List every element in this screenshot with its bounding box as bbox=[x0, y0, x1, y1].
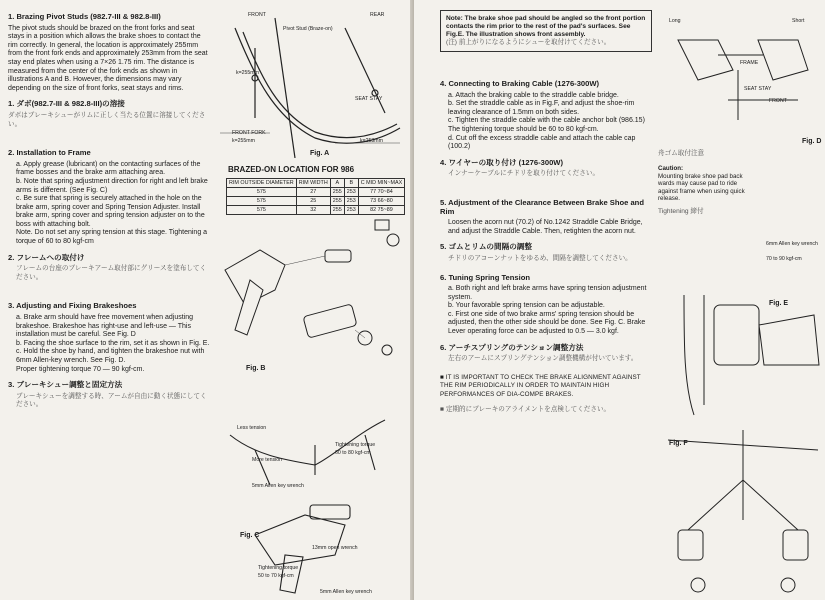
pad-caution-text: Mounting brake shoe pad back wards may cause pad to ride against frame when using quick release. bbox=[658, 172, 745, 203]
section-3-heading: 3. Adjusting and Fixing Brakeshoes bbox=[8, 301, 137, 311]
fig-c-less-tension: Less tension bbox=[237, 425, 267, 431]
section-5-jp-text: チドリのアコーンナットをゆるめ、間隔を調整してください。 bbox=[448, 254, 632, 262]
section-4-item-a: a. Attach the braking cable to the straddle cable bridge. bbox=[448, 91, 619, 99]
section-6-item-b: b. Your favorable spring tension can be adjustable. bbox=[448, 302, 605, 310]
section-6-jp-text: 左右のアームにスプリングテンション調整機構が付いています。 bbox=[448, 355, 638, 363]
brazed-on-title: BRAZED-ON LOCATION FOR 986 bbox=[228, 165, 355, 174]
table-row: 575 25 255 253 73 66~80 bbox=[227, 197, 405, 206]
pad-tightening-label: Tightening 締付 bbox=[658, 208, 704, 216]
fig-e-torque: 70 to 90 kgf-cm bbox=[766, 256, 802, 262]
fig-e-drawing bbox=[674, 255, 824, 425]
section-4-item-c: c. Tighten the straddle cable with the cable anchor bolt (986.15) The tightening torque should be 60 to 80 kgf-cm. bbox=[448, 117, 645, 133]
col-rim-width: RIM WIDTH bbox=[296, 179, 330, 188]
col-c: C MID MIN~MAX bbox=[358, 179, 404, 188]
section-6-jp-heading: 6. アーチスプリングのテンション調整方法 bbox=[440, 342, 584, 352]
note-box bbox=[440, 10, 652, 52]
fig-c-torque2-val: 50 to 70 kgf-cm bbox=[258, 573, 294, 579]
important-note-jp: ■ 定期的にブレーキのアライメントを点検してください。 bbox=[440, 405, 611, 413]
col-b: B bbox=[344, 179, 358, 188]
fig-a-label-k255: k=255mm bbox=[232, 138, 255, 144]
fig-c-caption: Fig. C bbox=[240, 532, 260, 539]
fig-c-5mm: 5mm Allen key wrench bbox=[320, 589, 372, 595]
fig-c-more-tension: More tension bbox=[252, 457, 282, 463]
section-4-item-d: d. Cut off the excess straddle cable and attach the cable cap (100.2) bbox=[448, 134, 636, 151]
section-2-item-c: c. Be sure that spring is securely attached in the hole on the brake arm, spring cover and Spring Tension Adjuster. Install brake arm, spring cover and spring tension adjuster on to the boss with attaching bolt. bbox=[16, 195, 205, 228]
section-5-heading: 5. Adjustment of the Clearance Between Brake Shoe and Rim bbox=[440, 197, 644, 216]
section-4-heading: 4. Connecting to Braking Cable (1276-300W) bbox=[440, 79, 600, 88]
fig-e-caption: Fig. E bbox=[769, 300, 789, 307]
fig-a-label-255: k=255mm bbox=[236, 70, 259, 76]
fig-a-label-k253: k=253mm bbox=[360, 138, 383, 144]
pad-mounting-text bbox=[658, 150, 753, 216]
section-1-text: The pivot studs should be brazed on the front forks and seat stays in a position which allows the brake shoes to contact the rim correctly. In general, the location is approximately 255mm from the front fork ends and approximately 253mm from the seat stay end plates when using a 7×26 1.75 rim. The distance is measured from the center of the fork ends as shown in illustrations A and B. However, the dimensions may vary depending on the size of front forks, seat stays and rims. bbox=[8, 24, 208, 92]
frame-diagram bbox=[658, 10, 825, 130]
fig-a-label-frontfork: FRONT FORK bbox=[232, 130, 266, 136]
col-rim-outside: RIM OUTSIDE DIAMETER bbox=[227, 179, 297, 188]
frame-label-seatstay: SEAT STAY bbox=[744, 86, 772, 92]
fig-d-caption: Fig. D bbox=[802, 138, 822, 145]
section-4-jp-heading: 4. ワイヤーの取り付け (1276-300W) bbox=[440, 157, 563, 167]
section-3-item-a: a. Brake arm should have free movement when adjusting brakeshoe. Brakeshoe has right-use and left-use — This installation must be careful. See Fig. D bbox=[16, 314, 194, 339]
frame-label-short: Short bbox=[792, 18, 805, 24]
frame-label-frame: FRAME bbox=[740, 60, 759, 66]
section-2-jp-heading: 2. フレームへの取付け bbox=[8, 252, 85, 262]
fig-a-label-seatstay: SEAT STAY bbox=[355, 96, 383, 102]
fig-f-drawing bbox=[658, 420, 825, 600]
important-note: ■ IT IS IMPORTANT TO CHECK THE BRAKE ALIGNMENT AGAINST THE RIM PERIODICALLY IN ORDER TO MAINTAIN HIGH PERFORMANCES OF DIA-COMPE BRAKES. bbox=[440, 373, 641, 399]
section-2-heading: 2. Installation to Frame bbox=[8, 148, 91, 158]
fig-c-allen: 5mm Allen key wrench bbox=[252, 483, 304, 489]
left-text-column bbox=[8, 6, 212, 410]
note-jp-text: (注) 前上がりになるようにシューを取付けてください。 bbox=[446, 39, 611, 46]
section-2-item-b: b. Note that spring adjustment direction for right and left brake arms is different. (See Fig. C) bbox=[16, 177, 208, 194]
col-a: A bbox=[330, 179, 344, 188]
fig-f-caption: Fig. F bbox=[669, 440, 688, 447]
section-4-item-b: b. Set the straddle cable as in Fig.F, and adjust the shoe-rim leaving clearance of 1.5mm on both sides. bbox=[448, 100, 635, 116]
fig-b-drawing bbox=[215, 210, 410, 370]
section-3-jp-text: ブレーキシューを調整する時、アームが自由に動く状態にしてください。 bbox=[16, 392, 207, 409]
fig-b-caption: Fig. B bbox=[246, 365, 266, 372]
fig-e-allen: 6mm Allen key wrench bbox=[766, 241, 818, 247]
pad-jp-heading: 舟ゴム取付注意 bbox=[658, 150, 705, 157]
fig-c-torque: Tightening torque bbox=[335, 442, 376, 448]
section-6-item-c: c. First one side of two brake arms' spring tension should be adjusted, then the other side should be done. See Fig. C. Brake Lever operating force can be adjusted to 0.5 — 3.0 kgf. bbox=[448, 310, 646, 336]
fig-a-label-pivot: Pivot Stud (Braze-on) bbox=[283, 26, 333, 32]
pad-caution-heading: Caution: bbox=[658, 165, 684, 173]
section-5-jp-heading: 5. ゴムとリムの間隔の調整 bbox=[440, 242, 532, 252]
section-2-jp-text: フレームの台座のブレーキアーム取付部にグリースを塗布してください。 bbox=[16, 265, 207, 281]
section-3-item-c: c. Hold the shoe by hand, and tighten the brakeshoe nut with 6mm Allen-key wrench. See Fig. D. bbox=[16, 348, 205, 364]
frame-label-long: Long bbox=[669, 18, 681, 24]
section-1-jp-heading: 1. ダボ(982.7-III & 982.8-III)の溶接 bbox=[8, 99, 125, 109]
section-4-jp-text: インナーケーブルにチドリを取り付けてください。 bbox=[448, 170, 600, 178]
section-3-item-b: b. Facing the shoe surface to the rim, set it as shown in Fig. E. bbox=[16, 339, 210, 347]
section-6-item-a: a. Both right and left brake arms have spring tension adjustment system. bbox=[448, 285, 647, 301]
section-3-torque: Proper tightening torque 70 — 90 kgf-cm. bbox=[16, 365, 145, 373]
table-row: 575 27 255 253 77 70~84 bbox=[227, 188, 405, 197]
fig-a-label-front: FRONT bbox=[248, 12, 266, 18]
section-2-note: Note. Do not set any spring tension at this stage. Tightening a torque of 60 to 80 kgf-cm bbox=[16, 229, 208, 246]
section-2-item-a: a. Apply grease (lubricant) on the contacting surfaces of the frame bosses and the brake arm attaching area. bbox=[16, 160, 201, 177]
fig-a-caption: Fig. A bbox=[310, 150, 330, 157]
fig-c-torque-val: 60 to 80 kgf-cm bbox=[335, 450, 371, 456]
section-1-heading: 1. Brazing Pivot Studs (982.7-III & 982.8-III) bbox=[8, 12, 161, 21]
section-1-jp-text: ダボはブレーキシューがリムに正しく当たる位置に溶接してください。 bbox=[8, 111, 206, 128]
fig-c-13mm: 13mm open wrench bbox=[312, 545, 358, 551]
frame-label-front: FRONT bbox=[769, 98, 787, 104]
fig-c-torque2: Tightening torque bbox=[258, 565, 299, 571]
fig-a-label-rear: REAR bbox=[370, 12, 385, 18]
note-text: Note: The brake shoe pad should be angled so the front portion contacts the rim prior to the rest of the pad's surfaces. See Fig.E. The illustration shows front assembly. bbox=[446, 15, 646, 38]
table-row: 575 32 255 253 82 75~89 bbox=[227, 206, 405, 215]
section-3-jp-heading: 3. ブレーキシュー調整と固定方法 bbox=[8, 380, 123, 390]
right-page bbox=[414, 0, 825, 600]
section-6-heading: 6. Tuning Spring Tension bbox=[440, 272, 530, 282]
section-5-text: Loosen the acorn nut (70.2) of No.1242 Straddle Cable Bridge, and adjust the Straddle Cable. Then, retighten the acorn nut. bbox=[448, 219, 643, 235]
right-text-column bbox=[440, 10, 652, 414]
